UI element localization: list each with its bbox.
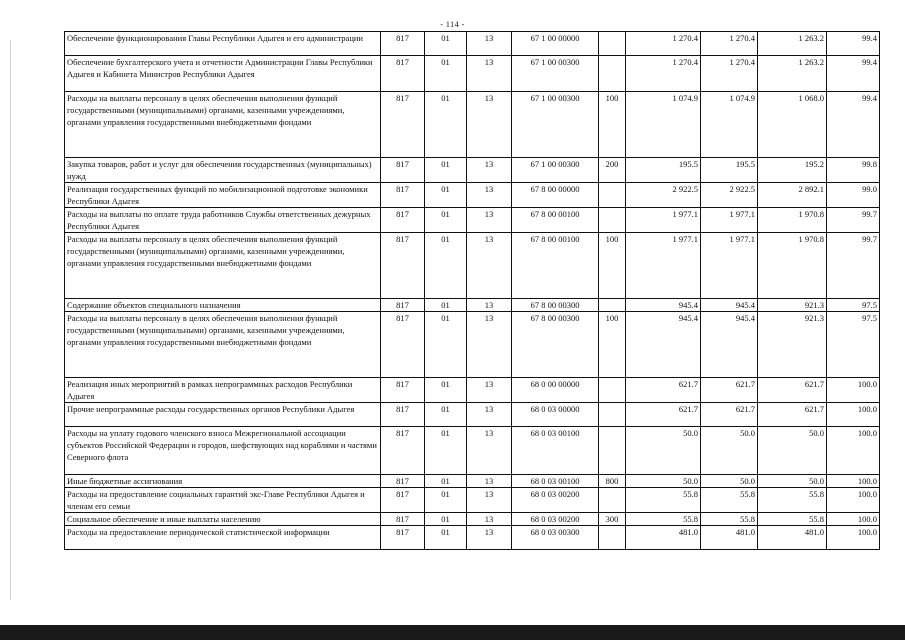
ved-code: 817: [381, 312, 425, 378]
ved-code: 817: [381, 526, 425, 550]
subsection-code: 13: [467, 158, 512, 183]
table-row: [65, 208, 880, 233]
plan-amount: 55.8: [701, 488, 758, 513]
ved-code: 817: [381, 488, 425, 513]
subsection-code: 13: [467, 92, 512, 158]
table-row: [65, 488, 880, 513]
plan-amount: 55.8: [701, 513, 758, 526]
target-article-code: 68 0 03 00200: [512, 513, 599, 526]
page-number: - 114 -: [440, 20, 465, 29]
ved-code: 817: [381, 513, 425, 526]
executed-amount: 50.0: [758, 427, 827, 475]
subsection-code: 13: [467, 378, 512, 403]
target-article-code: 68 0 03 00300: [512, 526, 599, 550]
section-code: 01: [425, 488, 467, 513]
subsection-code: 13: [467, 488, 512, 513]
row-name: Расходы на выплаты по оплате труда работников Службы ответственных дежурных Республики Адыгея: [65, 208, 381, 233]
expense-type-code: 300: [599, 513, 626, 526]
approved-amount: 1 977.1: [626, 208, 701, 233]
ved-code: 817: [381, 427, 425, 475]
section-code: 01: [425, 32, 467, 56]
table-row: [65, 312, 880, 378]
plan-amount: 1 977.1: [701, 208, 758, 233]
execution-percent: 100.0: [827, 488, 880, 513]
section-code: 01: [425, 299, 467, 312]
table-row: [65, 526, 880, 550]
approved-amount: 1 074.9: [626, 92, 701, 158]
row-name: Расходы на выплаты персоналу в целях обеспечения выполнения функций государственными (муниципальными) органами, казенными учреждениями, органами управления государственными внебюджетными фондами: [65, 312, 381, 378]
subsection-code: 13: [467, 526, 512, 550]
expense-type-code: [599, 299, 626, 312]
table-row: [65, 513, 880, 526]
section-code: 01: [425, 513, 467, 526]
target-article-code: 67 1 00 00000: [512, 32, 599, 56]
expense-type-code: [599, 403, 626, 427]
plan-amount: 195.5: [701, 158, 758, 183]
expense-type-code: [599, 208, 626, 233]
plan-amount: 1 270.4: [701, 32, 758, 56]
row-name: Расходы на выплаты персоналу в целях обеспечения выполнения функций государственными (муниципальными) органами, казенными учреждениями, органами управления государственными внебюджетными фондами: [65, 233, 381, 299]
table-body: [65, 32, 880, 550]
row-name: Расходы на уплату годового членского взноса Межрегиональной ассоциации субъектов Российской Федерации и городов, шефствующих над кораблями и частями Северного флота: [65, 427, 381, 475]
table-row: [65, 32, 880, 56]
executed-amount: 2 892.1: [758, 183, 827, 208]
ved-code: 817: [381, 92, 425, 158]
execution-percent: 100.0: [827, 427, 880, 475]
executed-amount: 1 263.2: [758, 32, 827, 56]
row-name: Закупка товаров, работ и услуг для обеспечения государственных (муниципальных) нужд: [65, 158, 381, 183]
executed-amount: 921.3: [758, 312, 827, 378]
expense-type-code: 100: [599, 92, 626, 158]
executed-amount: 921.3: [758, 299, 827, 312]
execution-percent: 99.4: [827, 32, 880, 56]
plan-amount: 621.7: [701, 403, 758, 427]
expense-type-code: [599, 378, 626, 403]
target-article-code: 68 0 00 00000: [512, 378, 599, 403]
subsection-code: 13: [467, 475, 512, 488]
row-name: Прочие непрограммные расходы государственных органов Республики Адыгея: [65, 403, 381, 427]
target-article-code: 67 1 00 00300: [512, 56, 599, 92]
approved-amount: 55.8: [626, 488, 701, 513]
expense-type-code: 100: [599, 233, 626, 299]
execution-percent: 97.5: [827, 312, 880, 378]
budget-table: [64, 31, 880, 550]
approved-amount: 945.4: [626, 299, 701, 312]
table-row: [65, 158, 880, 183]
row-name: Реализация государственных функций по мобилизационной подготовке экономики Республики Адыгея: [65, 183, 381, 208]
ved-code: 817: [381, 208, 425, 233]
table-row: [65, 403, 880, 427]
subsection-code: 13: [467, 513, 512, 526]
row-name: Обеспечение бухгалтерского учета и отчетности Администрации Главы Республики Адыгея и Кабинета Министров Республики Адыгея: [65, 56, 381, 92]
plan-amount: 1 977.1: [701, 233, 758, 299]
section-code: 01: [425, 427, 467, 475]
executed-amount: 55.8: [758, 513, 827, 526]
scan-edge: [10, 40, 11, 600]
section-code: 01: [425, 158, 467, 183]
ved-code: 817: [381, 183, 425, 208]
table-row: [65, 378, 880, 403]
approved-amount: 1 977.1: [626, 233, 701, 299]
executed-amount: 50.0: [758, 475, 827, 488]
section-code: 01: [425, 56, 467, 92]
approved-amount: 945.4: [626, 312, 701, 378]
execution-percent: 97.5: [827, 299, 880, 312]
subsection-code: 13: [467, 208, 512, 233]
scan-bottom-edge: [0, 625, 905, 640]
table-row: [65, 233, 880, 299]
plan-amount: 2 922.5: [701, 183, 758, 208]
executed-amount: 55.8: [758, 488, 827, 513]
ved-code: 817: [381, 233, 425, 299]
target-article-code: 67 8 00 00100: [512, 208, 599, 233]
section-code: 01: [425, 208, 467, 233]
approved-amount: 481.0: [626, 526, 701, 550]
section-code: 01: [425, 312, 467, 378]
plan-amount: 621.7: [701, 378, 758, 403]
approved-amount: 55.8: [626, 513, 701, 526]
subsection-code: 13: [467, 233, 512, 299]
executed-amount: 481.0: [758, 526, 827, 550]
section-code: 01: [425, 526, 467, 550]
section-code: 01: [425, 233, 467, 299]
execution-percent: 99.4: [827, 92, 880, 158]
plan-amount: 1 074.9: [701, 92, 758, 158]
approved-amount: 50.0: [626, 475, 701, 488]
row-name: Иные бюджетные ассигнования: [65, 475, 381, 488]
execution-percent: 100.0: [827, 513, 880, 526]
table-row: [65, 299, 880, 312]
table-row: [65, 427, 880, 475]
approved-amount: 2 922.5: [626, 183, 701, 208]
ved-code: 817: [381, 403, 425, 427]
executed-amount: 621.7: [758, 378, 827, 403]
execution-percent: 100.0: [827, 403, 880, 427]
table-row: [65, 56, 880, 92]
plan-amount: 50.0: [701, 427, 758, 475]
expense-type-code: 200: [599, 158, 626, 183]
section-code: 01: [425, 183, 467, 208]
subsection-code: 13: [467, 427, 512, 475]
expense-type-code: [599, 427, 626, 475]
row-name: Содержание объектов специального назначения: [65, 299, 381, 312]
ved-code: 817: [381, 299, 425, 312]
row-name: Расходы на выплаты персоналу в целях обеспечения выполнения функций государственными (муниципальными) органами, казенными учреждениями, органами управления государственными внебюджетными фондами: [65, 92, 381, 158]
executed-amount: 621.7: [758, 403, 827, 427]
ved-code: 817: [381, 56, 425, 92]
subsection-code: 13: [467, 32, 512, 56]
target-article-code: 68 0 03 00000: [512, 403, 599, 427]
table-row: [65, 92, 880, 158]
subsection-code: 13: [467, 312, 512, 378]
ved-code: 817: [381, 158, 425, 183]
execution-percent: 99.4: [827, 56, 880, 92]
expense-type-code: 800: [599, 475, 626, 488]
target-article-code: 67 8 00 00100: [512, 233, 599, 299]
ved-code: 817: [381, 475, 425, 488]
executed-amount: 195.2: [758, 158, 827, 183]
execution-percent: 99.7: [827, 208, 880, 233]
ved-code: 817: [381, 32, 425, 56]
target-article-code: 67 8 00 00300: [512, 312, 599, 378]
section-code: 01: [425, 403, 467, 427]
expense-type-code: [599, 32, 626, 56]
expense-type-code: 100: [599, 312, 626, 378]
table-row: [65, 183, 880, 208]
table-row: [65, 475, 880, 488]
subsection-code: 13: [467, 183, 512, 208]
target-article-code: 68 0 03 00200: [512, 488, 599, 513]
section-code: 01: [425, 378, 467, 403]
target-article-code: 67 8 00 00000: [512, 183, 599, 208]
approved-amount: 621.7: [626, 403, 701, 427]
plan-amount: 945.4: [701, 312, 758, 378]
plan-amount: 481.0: [701, 526, 758, 550]
target-article-code: 68 0 03 00100: [512, 475, 599, 488]
plan-amount: 50.0: [701, 475, 758, 488]
ved-code: 817: [381, 378, 425, 403]
execution-percent: 100.0: [827, 378, 880, 403]
target-article-code: 67 8 00 00300: [512, 299, 599, 312]
target-article-code: 68 0 03 00100: [512, 427, 599, 475]
target-article-code: 67 1 00 00300: [512, 92, 599, 158]
execution-percent: 100.0: [827, 526, 880, 550]
approved-amount: 621.7: [626, 378, 701, 403]
subsection-code: 13: [467, 56, 512, 92]
execution-percent: 100.0: [827, 475, 880, 488]
executed-amount: 1 068.0: [758, 92, 827, 158]
execution-percent: 99.0: [827, 183, 880, 208]
target-article-code: 67 1 00 00300: [512, 158, 599, 183]
approved-amount: 50.0: [626, 427, 701, 475]
expense-type-code: [599, 526, 626, 550]
subsection-code: 13: [467, 299, 512, 312]
expense-type-code: [599, 183, 626, 208]
row-name: Социальное обеспечение и иные выплаты населению: [65, 513, 381, 526]
approved-amount: 195.5: [626, 158, 701, 183]
executed-amount: 1 263.2: [758, 56, 827, 92]
approved-amount: 1 270.4: [626, 32, 701, 56]
section-code: 01: [425, 475, 467, 488]
row-name: Обеспечение функционирования Главы Республики Адыгея и его администрации: [65, 32, 381, 56]
row-name: Реализация иных мероприятий в рамках непрограммных расходов Республики Адыгея: [65, 378, 381, 403]
row-name: Расходы на предоставление периодической статистической информации: [65, 526, 381, 550]
expense-type-code: [599, 488, 626, 513]
plan-amount: 945.4: [701, 299, 758, 312]
subsection-code: 13: [467, 403, 512, 427]
row-name: Расходы на предоставление социальных гарантий экс-Главе Республики Адыгея и членам его семьи: [65, 488, 381, 513]
plan-amount: 1 270.4: [701, 56, 758, 92]
approved-amount: 1 270.4: [626, 56, 701, 92]
executed-amount: 1 970.8: [758, 233, 827, 299]
execution-percent: 99.7: [827, 233, 880, 299]
section-code: 01: [425, 92, 467, 158]
executed-amount: 1 970.8: [758, 208, 827, 233]
expense-type-code: [599, 56, 626, 92]
execution-percent: 99.8: [827, 158, 880, 183]
